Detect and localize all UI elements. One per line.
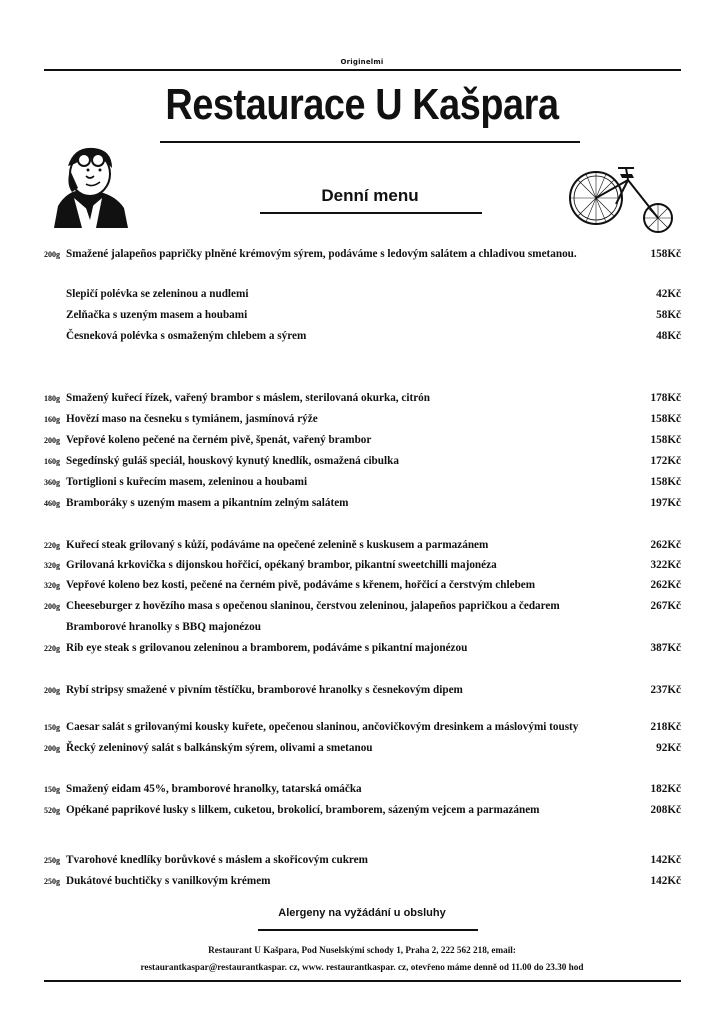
item-weight: 250g <box>44 856 60 865</box>
item-description: Česneková polévka s osmaženým chlebem a sýrem <box>66 330 307 342</box>
main-item <box>44 413 681 431</box>
item-description: Smažený eidam 45%, bramborové hranolky, tatarská omáčka <box>66 783 362 795</box>
item-weight: 320g <box>44 581 60 590</box>
item-description: Kuřecí steak grilovaný s kůží, podáváme na opečené zelenině s kuskusem a parmazánem <box>66 539 489 551</box>
item-weight: 200g <box>44 602 60 611</box>
item-price: 48Kč <box>656 330 681 342</box>
item-weight: 520g <box>44 806 60 815</box>
item-weight: 220g <box>44 644 60 653</box>
item-price: 237Kč <box>650 684 681 696</box>
item-price: 322Kč <box>650 559 681 571</box>
salad-item <box>44 742 681 760</box>
item-price: 42Kč <box>656 288 681 300</box>
aviator-illustration-icon <box>44 140 130 228</box>
soup-item <box>44 309 681 327</box>
main-item <box>44 392 681 410</box>
salad-item <box>44 721 681 739</box>
menu-subtitle: Denní menu <box>321 186 419 205</box>
item-continuation: Bramborové hranolky s BBQ majonézou <box>66 621 261 633</box>
main-item <box>44 476 681 494</box>
item-description: Tortiglioni s kuřecím masem, zeleninou a houbami <box>66 476 308 488</box>
footer-line-1: Restaurant U Kašpara, Pod Nuselskými schody 1, Praha 2, 222 562 218, email: <box>208 945 516 955</box>
item-description: Slepičí polévka se zeleninou a nudlemi <box>66 288 249 300</box>
item-price: 92Kč <box>656 742 681 754</box>
item-price: 172Kč <box>650 455 681 467</box>
bottom-divider <box>44 980 681 982</box>
fish-item <box>44 684 681 702</box>
item-weight: 200g <box>44 686 60 695</box>
item-weight: 220g <box>44 541 60 550</box>
item-weight: 180g <box>44 394 60 403</box>
main-item <box>44 455 681 473</box>
item-weight: 200g <box>44 744 60 753</box>
item-weight: 200g <box>44 250 60 259</box>
item-weight: 320g <box>44 561 60 570</box>
item-weight: 360g <box>44 478 60 487</box>
item-weight: 250g <box>44 877 60 886</box>
tricycle-illustration-icon <box>568 160 674 236</box>
top-divider <box>44 69 681 71</box>
menu-item <box>44 248 681 266</box>
item-price: 158Kč <box>650 434 681 446</box>
grill-item <box>44 559 681 577</box>
soup-item <box>44 330 681 348</box>
allergens-underline <box>258 929 478 931</box>
top-label: Originelmi <box>340 58 384 66</box>
item-description: Caesar salát s grilovanými kousky kuřete, opečenou slaninou, ančovičkovým dresinkem a máslovými tousty <box>66 721 579 733</box>
item-price: 158Kč <box>650 476 681 488</box>
item-price: 208Kč <box>650 804 681 816</box>
item-weight: 200g <box>44 436 60 445</box>
soup-item <box>44 288 681 306</box>
item-price: 197Kč <box>650 497 681 509</box>
grill-item <box>44 642 681 660</box>
item-description: Segedínský guláš speciál, houskový kynutý knedlík, osmažená cibulka <box>66 455 399 467</box>
page-title: Restaurace U Kašpara <box>165 80 559 129</box>
item-weight: 460g <box>44 499 60 508</box>
vegetarian-item <box>44 804 681 822</box>
main-item <box>44 497 681 515</box>
allergens-note: Alergeny na vyžádání u obsluhy <box>278 907 446 919</box>
item-weight: 160g <box>44 457 60 466</box>
item-price: 178Kč <box>650 392 681 404</box>
item-price: 158Kč <box>650 413 681 425</box>
item-description: Smažené jalapeños papričky plněné krémovým sýrem, podáváme s ledovým salátem a chladivou smetanou. <box>66 248 577 260</box>
item-weight: 160g <box>44 415 60 424</box>
item-description: Vepřové koleno pečené na černém pivě, špenát, vařený brambor <box>66 434 372 446</box>
item-weight: 150g <box>44 785 60 794</box>
footer-contact <box>0 942 724 976</box>
item-description: Zelňačka s uzeným masem a houbami <box>66 309 248 321</box>
grill-item <box>44 600 681 618</box>
title-underline <box>160 141 580 143</box>
item-description: Cheeseburger z hovězího masa s opečenou slaninou, čerstvou zeleninou, jalapeños papričkou a čedarem <box>66 600 560 612</box>
item-price: 387Kč <box>650 642 681 654</box>
item-description: Tvarohové knedlíky borůvkové s máslem a skořicovým cukrem <box>66 854 368 866</box>
item-description: Rib eye steak s grilovanou zeleninou a bramborem, podáváme s pikantní majonézou <box>66 642 468 654</box>
grill-item <box>44 579 681 597</box>
item-description: Řecký zeleninový salát s balkánským sýrem, olivami a smetanou <box>66 742 373 754</box>
item-price: 182Kč <box>650 783 681 795</box>
item-weight: 150g <box>44 723 60 732</box>
item-description: Opékané paprikové lusky s lilkem, cuketou, brokolicí, bramborem, sázeným vejcem a parmazánem <box>66 804 540 816</box>
item-price: 267Kč <box>650 600 681 612</box>
dessert-item <box>44 854 681 872</box>
grill-item <box>44 539 681 557</box>
item-price: 58Kč <box>656 309 681 321</box>
item-description: Vepřové koleno bez kosti, pečené na černém pivě, podáváme s křenem, hořčicí a čerstvým chlebem <box>66 579 536 591</box>
item-price: 142Kč <box>650 854 681 866</box>
item-description: Hovězí maso na česneku s tymiánem, jasmínová rýže <box>66 413 318 425</box>
item-description: Bramboráky s uzeným masem a pikantním zelným salátem <box>66 497 349 509</box>
item-price: 158Kč <box>650 248 681 260</box>
subtitle-underline <box>260 212 482 214</box>
dessert-item <box>44 875 681 893</box>
vegetarian-item <box>44 783 681 801</box>
item-price: 218Kč <box>650 721 681 733</box>
item-price: 262Kč <box>650 579 681 591</box>
item-description: Grilovaná krkovička s dijonskou hořčicí, opékaný brambor, pikantní sweetchilli majonéza <box>66 559 497 571</box>
item-price: 262Kč <box>650 539 681 551</box>
main-item <box>44 434 681 452</box>
item-description: Dukátové buchtičky s vanilkovým krémem <box>66 875 271 887</box>
item-price: 142Kč <box>650 875 681 887</box>
item-description: Rybí stripsy smažené v pivním těstíčku, bramborové hranolky s česnekovým dipem <box>66 684 463 696</box>
item-description: Smažený kuřecí řízek, vařený brambor s máslem, sterilovaná okurka, citrón <box>66 392 430 404</box>
footer-line-2: restaurantkaspar@restaurantkaspar. cz, www. restaurantkaspar. cz, otevřeno máme denně od 11.00 do 23.30 hod <box>140 962 584 972</box>
